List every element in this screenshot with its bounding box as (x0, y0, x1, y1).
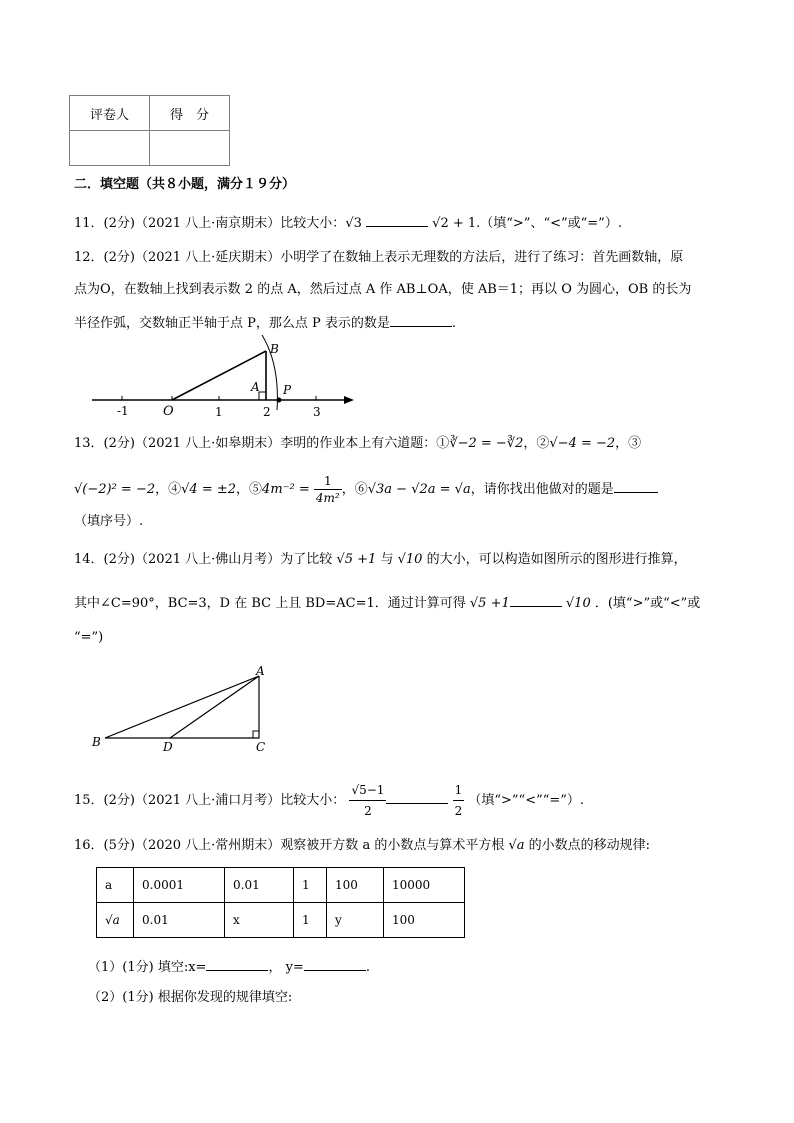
q13-line1 (74, 436, 641, 452)
q16-sub1-end: . (365, 960, 370, 975)
q13-item5-lhs: 4m⁻² = (262, 482, 310, 497)
label-o: O (163, 404, 174, 419)
q13-item3: √(−2)² = −2 (74, 482, 156, 497)
q14-line2-tail: ．(填“>”或“<”或 (594, 596, 701, 611)
tri-label-d: D (163, 740, 173, 754)
cell-sqrt-4: y (327, 903, 384, 938)
question-15 (74, 780, 584, 821)
q14-line2-expr1: √5 +1 (469, 596, 510, 611)
label-b: B (270, 342, 279, 356)
q14-prefix: 14．(2分)（2021 八上·佛山月考）为了比较 (74, 552, 333, 567)
q14-line1 (74, 552, 687, 568)
score-table (69, 95, 230, 166)
cell-a-3: 1 (294, 868, 327, 903)
q12-line3: 半径作弧，交数轴正半轴于点 P，那么点 P 表示的数是 (74, 316, 390, 331)
q16-line1-tail: 的小数点的移动规律: (528, 838, 651, 853)
q14-line2-text: 其中∠C=90°，BC=3，D 在 BC 上且 BD=AC=1．通过计算可得 (74, 596, 466, 611)
q13-item2: √−4 = −2 (549, 436, 616, 451)
q13-item2-label: ，② (523, 436, 550, 451)
q13-line3: （填序号）. (74, 514, 144, 529)
label-p: P (283, 383, 292, 397)
q12-line3-end: . (451, 316, 457, 331)
table-row-sqrt (97, 903, 465, 938)
q15-fraction-right (453, 780, 465, 821)
cell-a-header: a (97, 868, 134, 903)
section-title: 二．填空题（共８小题，满分１９分） (74, 177, 296, 192)
q15-num-right: 1 (453, 780, 465, 801)
q11-right-expr: √2 + 1 (432, 216, 477, 231)
q13-line2 (74, 473, 658, 506)
q13-item5-fraction (314, 473, 342, 506)
q14-expr2: √10 (397, 552, 423, 567)
q15-answer-blank[interactable] (386, 791, 448, 804)
q14-line2 (74, 594, 700, 612)
question-11 (74, 214, 622, 232)
q12-answer-blank[interactable] (390, 314, 452, 327)
score-cell[interactable] (150, 131, 230, 166)
tri-label-b: B (92, 735, 101, 749)
label-2: 2 (263, 405, 271, 419)
q11-suffix: .（填“>”、“<”或“=”）. (476, 216, 622, 231)
q14-line2-expr2: √10 (565, 596, 591, 611)
q15-num-left: √5−1 (349, 780, 386, 801)
cell-a-1: 0.0001 (134, 868, 225, 903)
q15-prefix: 15．(2分)（2021 八上·浦口月考）比较大小： (74, 793, 346, 808)
q14-expr1: √5 +1 (336, 552, 377, 567)
q13-item6-label: ，⑥ (341, 482, 368, 497)
table-row-a (97, 868, 465, 903)
q15-den-left: 2 (364, 804, 372, 818)
q13-item4-label: ，④ (155, 482, 182, 497)
q16-sub1-y: ， y= (268, 960, 304, 975)
q13-item5-den: 4m² (315, 491, 340, 505)
q16-line1 (74, 838, 650, 854)
grader-header: 评卷人 (70, 96, 150, 131)
q13-answer-blank[interactable] (614, 480, 658, 493)
q15-fraction-left (349, 780, 386, 821)
q12-line2: 点为O，在数轴上找到表示数 2 的点 A，然后过点 A 作 AB⊥OA，使 AB＝1；再以 O 为圆心，OB 的长为 (74, 282, 692, 297)
right-angle-c (253, 731, 259, 738)
q16-sub2: （2）(1分) 根据你发现的规律填空: (88, 990, 293, 1005)
q11-answer-blank[interactable] (366, 214, 428, 227)
q13-item5-num: 1 (314, 473, 342, 490)
q15-suffix: （填“>”“<”“=”）. (468, 793, 585, 808)
q14-line1-tail: 的大小，可以构造如图所示的图形进行推算， (426, 552, 687, 567)
cell-sqrt-1: 0.01 (134, 903, 225, 938)
number-line-figure (84, 335, 364, 420)
q16-sub1 (88, 958, 370, 976)
point-p (277, 398, 282, 403)
q13-item4: √4 = ±2 (181, 482, 237, 497)
label-a: A (251, 380, 260, 394)
right-angle-mark (259, 392, 266, 400)
label-1: 1 (215, 405, 223, 419)
q11-left-expr: √3 (345, 216, 362, 231)
q14-answer-blank[interactable] (510, 594, 562, 607)
triangle-figure (88, 663, 278, 755)
label-minus1: -1 (117, 404, 129, 418)
cell-sqrt-2: x (225, 903, 294, 938)
q12-line1: 12．(2分)（2021 八上·延庆期末）小明学了在数轴上表示无理数的方法后，进行了练习：首先画数轴，原 (74, 250, 684, 265)
tri-label-a: A (256, 664, 265, 678)
question-12-line3 (74, 314, 456, 332)
q13-item6: √3a − √2a = √a (367, 482, 471, 497)
q14-line3: “=”) (74, 630, 104, 645)
segment-ba (105, 676, 259, 738)
q15-den-right: 2 (454, 804, 463, 818)
q16-sub1-label: （1）(1分) 填空:x= (88, 960, 207, 975)
q16-x-blank[interactable] (206, 958, 268, 971)
q16-expr: √a (508, 838, 525, 853)
cell-sqrt-header: √a (97, 903, 134, 938)
q13-item3-label: ，③ (615, 436, 642, 451)
cell-sqrt-5: 100 (384, 903, 465, 938)
q16-prefix: 16．(5分)（2020 八上·常州期末）观察被开方数 a 的小数点与算术平方根 (74, 838, 505, 853)
cell-sqrt-3: 1 (294, 903, 327, 938)
cell-a-4: 100 (327, 868, 384, 903)
label-3: 3 (313, 405, 321, 419)
q13-item5-label: ，⑤ (236, 482, 263, 497)
grader-cell[interactable] (70, 131, 150, 166)
q16-y-blank[interactable] (304, 958, 366, 971)
q13-prefix: 13．(2分)（2021 八上·如皋期末）李明的作业本上有六道题：① (74, 436, 450, 451)
q11-prefix: 11．(2分)（2021 八上·南京期末）比较大小： (74, 216, 346, 231)
cell-a-5: 10000 (384, 868, 465, 903)
score-header: 得 分 (150, 96, 230, 131)
number-line-arrow (344, 396, 354, 404)
q13-tail: ，请你找出他做对的题是 (470, 482, 614, 497)
decimal-table (96, 867, 465, 938)
cell-a-2: 0.01 (225, 868, 294, 903)
q13-item1: ∛−2 = −∛2 (449, 436, 524, 451)
tri-label-c: C (256, 740, 266, 754)
q14-and: 与 (380, 552, 394, 567)
